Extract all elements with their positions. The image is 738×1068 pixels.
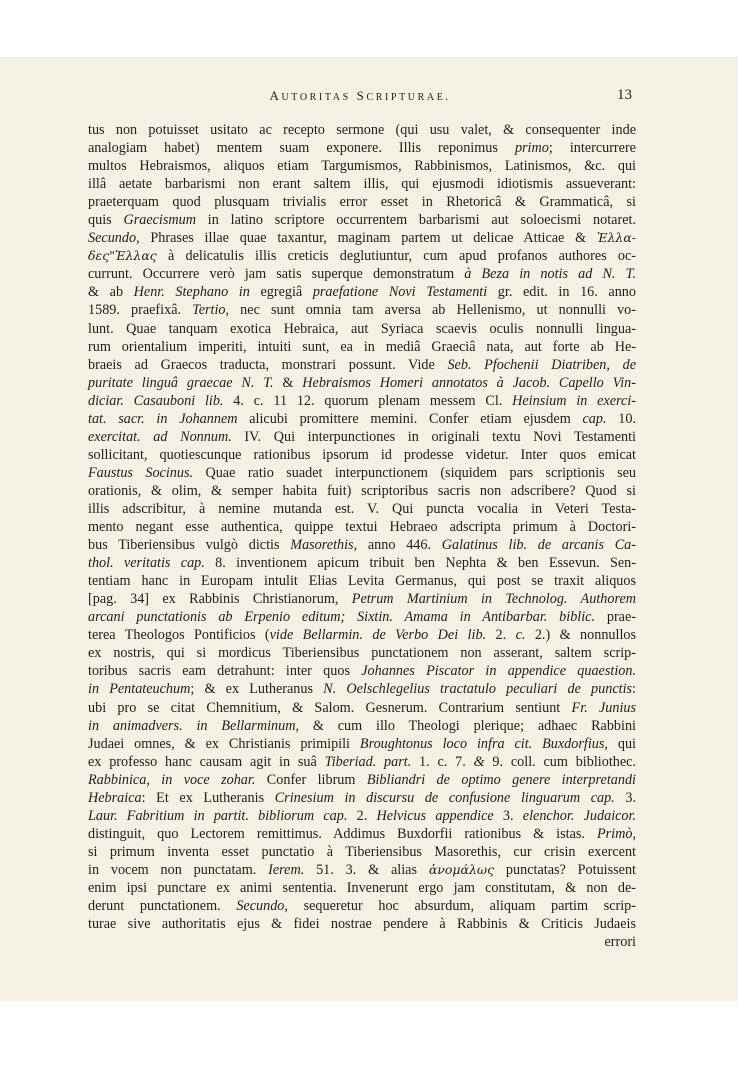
text-line [88, 861, 636, 879]
line-text: 2.) & nonnullos [525, 627, 637, 644]
text-line [88, 789, 636, 807]
text-line [88, 265, 636, 283]
line-text: Confer librum [255, 771, 367, 788]
line-text: , nec sunt omnia tam aversa ab Hellenismo, ut nonnulli vo- [225, 302, 636, 319]
text-line [88, 446, 636, 464]
italic-text: arcani punctationis ab Erpenio editum; Sixtin. Amama in Antibarbar. biblic. [88, 609, 596, 626]
line-text: si primum inventa esset punctatio à Tiberiensibus Masorethis, cur crisin exercent [88, 843, 636, 860]
line-text: egregiâ [249, 284, 313, 301]
text-line [88, 211, 636, 229]
text-line [88, 572, 636, 590]
text-line [88, 428, 636, 446]
line-text: illis adscribitur, à nemine mutanda est. V. Qui puncta vocalia in Veteri Testa- [88, 500, 636, 517]
line-text: illâ aetate barbarismi non erant saltem illis, qui ejusmodi idiotismis assueverant: [88, 176, 636, 193]
line-text: ex professo hanc causam agit in suâ [88, 753, 325, 770]
text-line [88, 157, 636, 175]
line-text: in latino scriptore occurrentem barbarismi aut soloecismi notaret. [195, 212, 636, 229]
text-line [88, 338, 636, 356]
italic-text: diciar. Casauboni lib. [88, 392, 224, 409]
line-text: : [632, 681, 636, 698]
italic-text: Faustus Socinus. [88, 464, 194, 481]
line-text: ubi pro se citat Chemnitium, & Salom. Gesnerum. Contrarium sentiunt [88, 699, 572, 716]
page-number: 13 [617, 87, 632, 103]
text-line [88, 933, 636, 951]
line-text: à delicatulis illis creticis deglutiuntur, cum apud profanos authores oc- [156, 248, 636, 265]
italic-text: Heinsium in exerci- [512, 392, 637, 409]
italic-text: puritate linguâ graecae N. T. [88, 374, 274, 391]
italic-text: N. Oelschlegelius tractatulo peculiari de punctis [323, 681, 633, 698]
line-text: IV. Qui interpunctiones in originali textu Novi Testamenti [231, 428, 636, 445]
greek-text: ἀνομάλως [428, 861, 495, 877]
italic-text: Primò [596, 825, 633, 842]
text-line [88, 554, 636, 572]
line-text: praeterquam quod plusquam trivialis error esset in Rhetoricâ & Grammaticâ, si [88, 194, 636, 211]
line-text: 4. c. 11 12. quorum plenam messem Cl. [223, 392, 513, 409]
line-text: currunt. Occurrere verò jam satis superque demonstratum [88, 266, 465, 283]
italic-text: Masorethis [290, 537, 354, 554]
text-line [88, 301, 636, 319]
text-line [88, 356, 636, 374]
line-text: derunt punctationem. [88, 898, 237, 915]
line-text: , [632, 825, 636, 842]
italic-text: Laur. Fabritium in partit. bibliorum cap. [88, 807, 348, 824]
line-text: 9. coll. cum bibliothec. [484, 753, 636, 770]
italic-text: Helvicus appendice [376, 807, 494, 824]
text-line [88, 410, 636, 428]
line-text: orationis, & olim, & semper habita fuit) scriptoribus sacris non adscribere? Quod si [88, 482, 636, 499]
line-text: errori [604, 934, 636, 951]
italic-text: elenchor. Judaicor. [522, 807, 637, 824]
line-text: , & cum illo Theologi plerique; adhaec Rabbini [295, 717, 637, 734]
italic-text: Bibliandri de optimo genere interpretandi [366, 771, 636, 788]
line-text: 10. [606, 410, 637, 427]
italic-text: thol. veritatis cap. [88, 555, 205, 572]
text-line [88, 644, 636, 662]
text-line [88, 175, 636, 193]
italic-text: Henr. Stephano in [133, 284, 250, 301]
text-line [88, 283, 636, 301]
text-line [88, 392, 636, 410]
line-text: rum orientalium imperiti, intuiti sunt, ea in mediâ Graeciâ nata, aut forte ab He- [88, 338, 636, 355]
line-text: Quae ratio suadet interpunctionem (siquidem pars scriptionis seu [193, 464, 636, 481]
line-text: braeis ad Graecos traducta, monstrari possunt. Vide [88, 356, 448, 373]
line-text: , anno 446. [353, 537, 442, 554]
line-text: & [273, 374, 303, 391]
line-text: ; & ex Lutheranus [190, 681, 324, 698]
italic-text: cap. [582, 410, 607, 427]
greek-text: Ἑλλα- [596, 230, 636, 246]
italic-text: Tiberiad. part. [324, 753, 412, 770]
italic-text: vide Bellarmin. de Verbo Dei lib. [269, 627, 487, 644]
text-line [88, 753, 636, 771]
text-line [88, 500, 636, 518]
line-text: distinguit, quo Lectorem remittimus. Addimus Buxdorfii rationibus & istas. [88, 825, 597, 842]
line-text: , qui [604, 735, 636, 752]
line-text: sollicitant, quotiescunque rationibus ipsorum id prodesse videtur. Inter quos emicat [88, 446, 636, 463]
italic-text: Seb. Pfochenii Diatriben, de [447, 356, 636, 373]
text-line [88, 680, 636, 698]
text-line [88, 717, 636, 735]
line-text: punctatas? Potuissent [494, 861, 636, 878]
line-text: : Et ex Lutheranis [141, 789, 275, 806]
italic-text: Galatinus lib. de arcanis Ca- [441, 537, 636, 554]
text-line [88, 897, 636, 915]
text-line [88, 139, 636, 157]
italic-text: Secundo [88, 230, 137, 247]
line-text: , sequeretur hoc absurdum, aliquam partim scrip- [284, 898, 636, 915]
text-line [88, 879, 636, 897]
line-text: 51. 3. & alias [304, 861, 429, 878]
text-line [88, 464, 636, 482]
running-header [84, 88, 636, 110]
italic-text: à Beza in notis ad N. T. [464, 266, 636, 283]
text-line [88, 699, 636, 717]
italic-text: Ierem. [268, 861, 305, 878]
text-line [88, 247, 636, 265]
italic-text: Rabbinica, in voce zohar. [88, 771, 256, 788]
text-line [88, 915, 636, 933]
italic-text: Hebraismos Homeri annotatos à Jacob. Capello Vin- [302, 374, 636, 391]
body-text [88, 121, 636, 951]
line-text: ; intercurrere [548, 140, 636, 157]
line-text: enim ipsi punctare ex animi sententia. Invenerunt ergo jam constitutam, & non de- [88, 879, 636, 896]
line-text: ex nostris, qui si mordicus Tiberiensibus punctationem non asserant, saltem scrip- [88, 645, 636, 662]
line-text: & ab [88, 284, 134, 301]
italic-text: exercitat. ad Nonnum. [88, 428, 232, 445]
italic-text: in animadvers. in Bellarminum [88, 717, 296, 734]
text-line [88, 843, 636, 861]
text-line [88, 735, 636, 753]
italic-text: Graecismum [123, 212, 196, 229]
italic-text: Petrum Martinium in Technolog. Authorem [351, 591, 636, 608]
italic-text: Hebraica [88, 789, 142, 806]
italic-text: & [473, 753, 485, 770]
line-text: 2. [486, 627, 516, 644]
italic-text: Broughtonus loco infra cit. Buxdorfius [359, 735, 605, 752]
line-text: in vocem non punctatam. [88, 861, 269, 878]
text-line [88, 518, 636, 536]
line-text: analogiam habet) mentem suam exponere. Illis reponimus [88, 140, 515, 157]
italic-text: Crinesium in discursu de confusione linguarum cap. [274, 789, 615, 806]
line-text: multos Hebraismos, aliquos etiam Targumismos, Rabbinismos, Latinismos, &c. qui [88, 158, 636, 175]
italic-text: tat. sacr. in Johannem [88, 410, 238, 427]
text-line [88, 825, 636, 843]
line-text: , Phrases illae quae taxantur, maginam partem ut delicae Atticae & [136, 230, 597, 247]
italic-text: Tertio [192, 302, 226, 319]
italic-text: Johannes Piscator in appendice quaestion. [361, 663, 636, 680]
italic-text: praefatione Novi Testamenti [312, 284, 488, 301]
line-text: quis [88, 212, 124, 229]
italic-text: in Pentateuchum [88, 681, 191, 698]
line-text: gr. edit. in 16. anno [487, 284, 636, 301]
greek-text: δες"Ἑλλας [88, 248, 157, 264]
line-text: 8. inventionem apicum tribuit ben Nephta & ben Essevun. Sen- [204, 555, 636, 572]
line-text: 3. [493, 807, 523, 824]
text-line [88, 229, 636, 247]
text-line [88, 626, 636, 644]
text-line [88, 608, 636, 626]
line-text: [pag. 34] ex Rabbinis Christianorum, [88, 591, 352, 608]
line-text: prae- [595, 609, 637, 626]
line-text: 2. [347, 807, 377, 824]
text-line [88, 482, 636, 500]
line-text: Judaei omnes, & ex Christianis primipili [88, 735, 360, 752]
text-line [88, 662, 636, 680]
line-text: mento negant esse authentica, quippe textui Hebraeo adscripta primum à Doctori- [88, 519, 636, 536]
line-text: bus Tiberiensibus vulgò dictis [88, 537, 291, 554]
line-text: toribus sacris eam detrahunt: inter quos [88, 663, 362, 680]
text-line [88, 320, 636, 338]
text-line [88, 807, 636, 825]
text-line [88, 121, 636, 139]
text-line [88, 374, 636, 392]
running-title: AUTORITAS SCRIPTURAE. [269, 88, 451, 103]
line-text: tus non potuisset usitato ac recepto sermone (qui usu valet, & consequenter inde [88, 122, 636, 138]
italic-text: Secundo [236, 898, 285, 915]
text-line [88, 590, 636, 608]
line-text: 1. c. 7. [411, 753, 474, 770]
line-text: tentiam hanc in Europam intulit Elias Levita Germanus, qui post se traxit aliquos [88, 573, 636, 590]
line-text: turae sive authoritatis ejus & fidei nostrae pendere à Rabbinis & Criticis Judaeis [88, 916, 636, 933]
line-text: 3. [614, 789, 637, 806]
line-text: alicubi promittere memini. Confer etiam ejusdem [237, 410, 583, 427]
line-text: 1589. praefixâ. [88, 302, 193, 319]
line-text: terea Theologos Pontificios ( [88, 627, 270, 644]
text-line [88, 193, 636, 211]
text-line [88, 536, 636, 554]
italic-text: Fr. Junius [571, 699, 637, 716]
italic-text: primo [514, 140, 549, 157]
text-line [88, 771, 636, 789]
line-text: lunt. Quae tanquam exotica Hebraica, aut Syriaca scaevis oculis nonnulli lingua- [88, 320, 636, 337]
italic-text: c. [515, 627, 526, 644]
